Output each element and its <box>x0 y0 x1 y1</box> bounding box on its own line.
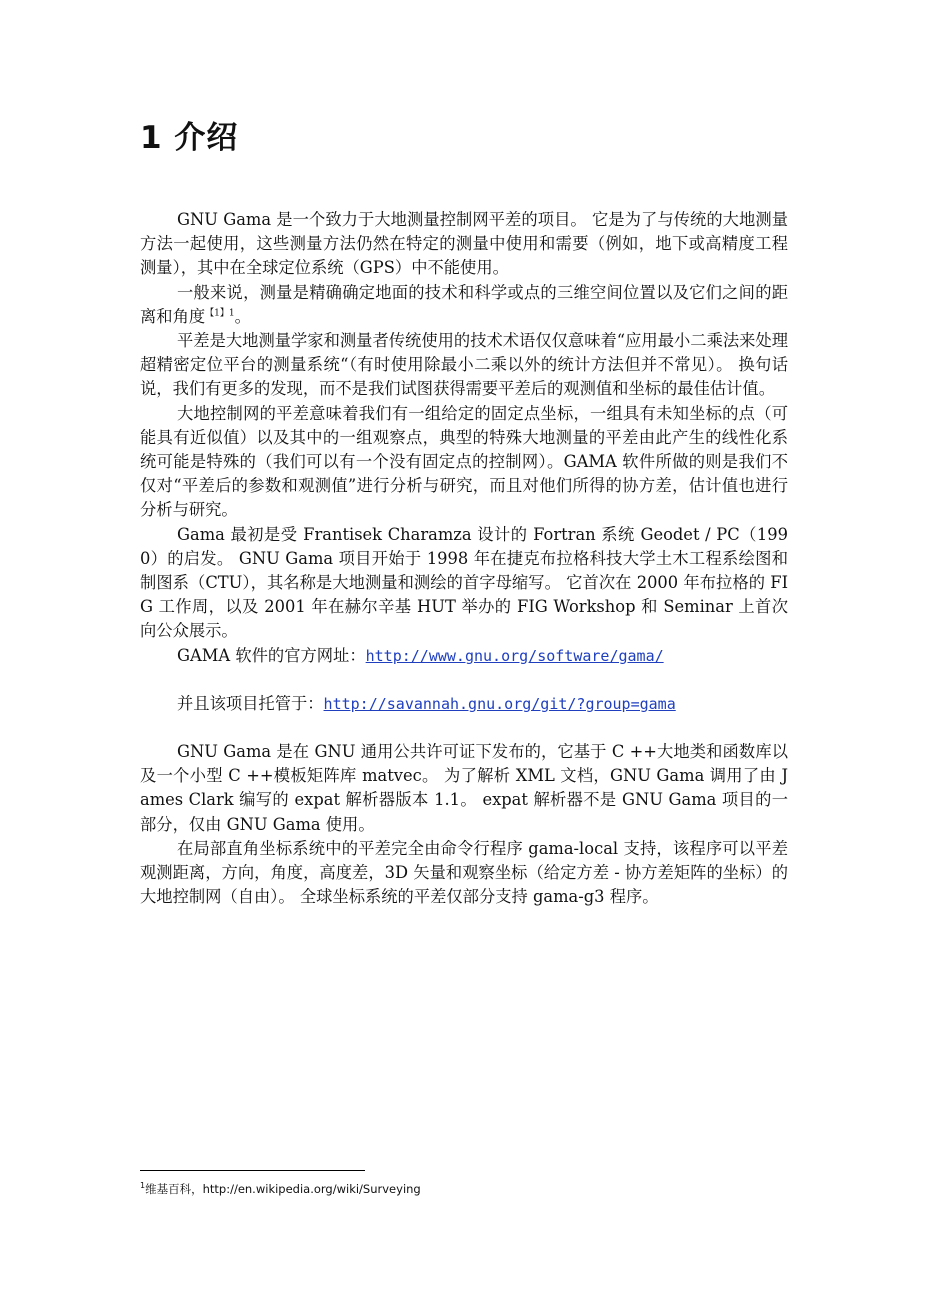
paragraph-intro: GNU Gama 是一个致力于大地测量控制网平差的项目。 它是为了与传统的大地测量方法一起使用，这些测量方法仍然在特定的测量中使用和需要（例如，地下或高精度工程测量），其中在全球定位系统（GPS）中不能使用。 <box>140 210 788 278</box>
footnote <box>140 1180 421 1198</box>
footnote-number: 1 <box>140 1181 146 1191</box>
chapter-title-text: 介绍 <box>174 120 239 156</box>
chapter-number: 1 <box>140 120 163 156</box>
paragraph-surveying-definition-text: 一般来说，测量是精确确定地面的技术和科学或点的三维空间位置以及它们之间的距离和角度 <box>140 282 788 326</box>
footnote-reference[interactable]: 【1】1 <box>205 308 235 319</box>
hosting-label: 并且该项目托管于： <box>177 693 324 713</box>
footnote-divider <box>140 1170 365 1171</box>
paragraph-adjustment-term: 平差是大地测量学家和测量者传统使用的技术术语仅仅意味着“应用最小二乘法来处理超精密定位平台的测量系统“（有时使用除最小二乘以外的统计方法但并不常见）。 换句话说，我们有更多的发现，而不是我们试图获得需要平差后的观测值和坐标的最佳估计值。 <box>140 331 788 399</box>
paragraph-gama-local: 在局部直角坐标系统中的平差完全由命令行程序 gama-local 支持，该程序可以平差观测距离，方向，角度，高度差，3D 矢量和观察坐标（给定方差 - 协方差矩阵的坐标）的大地控制网（自由）。 全球坐标系统的平差仅部分支持 gama-g3 程序。 <box>140 838 788 907</box>
website-link[interactable]: http://www.gnu.org/software/gama/ <box>365 646 664 665</box>
paragraph-control-network: 大地控制网的平差意味着我们有一组给定的固定点坐标，一组具有未知坐标的点（可能具有近似值）以及其中的一组观察点，典型的特殊大地测量的平差由此产生的线性化系统可能是特殊的（我们可以有一个没有固定点的控制网）。GAMA 软件所做的则是我们不仅对“平差后的参数和观测值”进行分析与研究，而且对他们所得的协方差，估计值也进行分析与研究。 <box>140 403 788 520</box>
paragraph-hosting <box>140 692 788 716</box>
chapter-heading <box>140 112 238 164</box>
website-label: GAMA 软件的官方网址： <box>177 645 366 665</box>
paragraph-history: Gama 最初是受 Frantisek Charamza 设计的 Fortran 系统 Geodet / PC（1990）的启发。 GNU Gama 项目开始于 1998 年在捷克布拉格科技大学土木工程系绘图和制图系（CTU），其名称是大地测量和测绘的首字母缩写。 它首次在 2000 年布拉格的 FIG 工作周，以及 2001 年在赫尔辛基 HUT 举办的 FIG Workshop 和 Seminar 上首次向公众展示。 <box>140 524 788 641</box>
paragraph-surveying-definition <box>140 281 788 329</box>
paragraph-surveying-definition-suffix: 。 <box>234 306 251 326</box>
body-text <box>140 208 788 909</box>
paragraph-license: GNU Gama 是在 GNU 通用公共许可证下发布的，它基于 C ++大地类和函数库以及一个小型 C ++模板矩阵库 matvec。 为了解析 XML 文档，GNU Gama 调用了由 James Clark 编写的 expat 解析器版本 1.1。 expat 解析器不是 GNU Gama 项目的一部分，仅由 GNU Gama 使用。 <box>140 742 788 834</box>
paragraph-website <box>140 644 788 668</box>
hosting-link[interactable]: http://savannah.gnu.org/git/?group=gama <box>323 694 676 713</box>
footnote-text: 维基百科，http://en.wikipedia.org/wiki/Surveying <box>145 1182 421 1196</box>
